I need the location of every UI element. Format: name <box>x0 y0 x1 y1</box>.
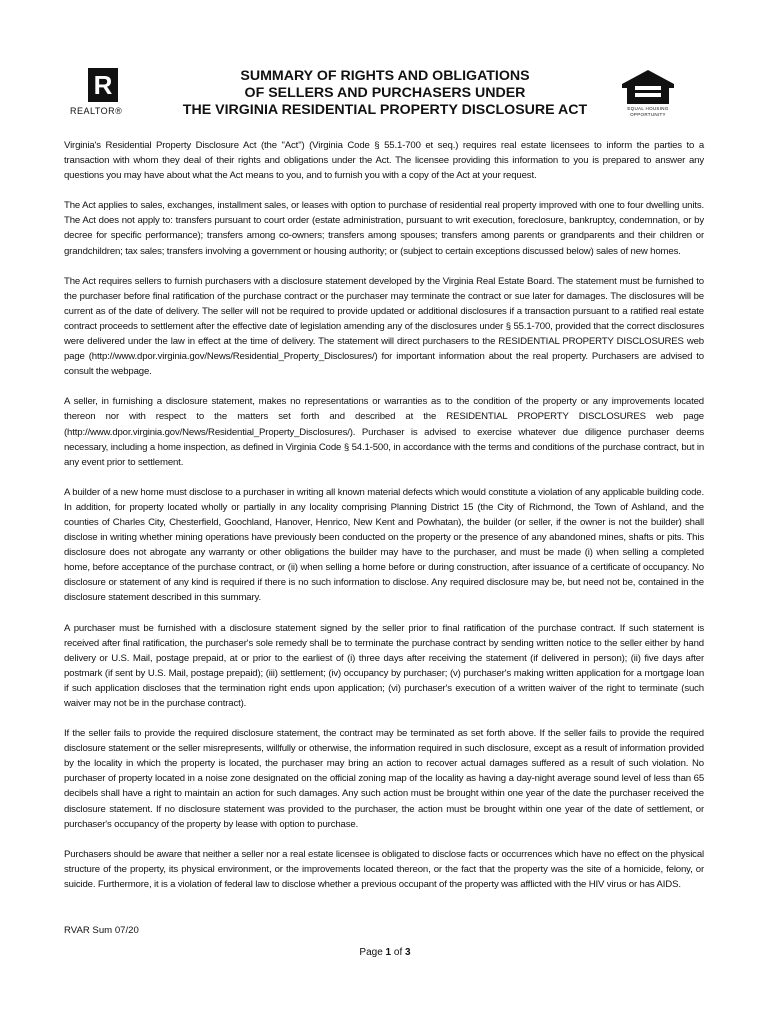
realtor-logo <box>64 66 128 124</box>
paragraph-non-disclosure-facts: Purchasers should be aware that neither a seller nor a real estate licensee is obligated to disclose facts or occurrences which have no effect on the physical structure of the property, its physical environment, or the improvements located thereon, or the fact that the property was the site of a homicide, felony, or suicide. Furthermore, it is a violation of federal law to disclose whether a previous occupant of the property was afflicted with the HIV virus or has AIDS. <box>64 848 704 890</box>
paragraph-seller-requirements: The Act requires sellers to furnish purchasers with a disclosure statement developed by the Virginia Real Estate Board. The statement must be furnished to the purchaser before final ratification of the purchase contract or the purchaser may terminate the contract or sue later for damages. The disclosures will be current as of the date of delivery. The seller will not be required to provide updated or additional disclosures if a transaction pursuant to a ratified real estate contract proceeds to settlement after the effective date of legislation amending any of the disclosures under § 55.1-700, provided that the correct disclosures were delivered under the law in effect at the time of delivery. The statement will direct purchasers to the RESIDENTIAL PROPERTY DISCLOSURES web page (http://www.dpor.virginia.gov/News/Residential_Property_Disclosures/) for important information about the real property. Purchasers are advised to consult the webpage. <box>64 275 704 378</box>
title-line-2: OF SELLERS AND PURCHASERS UNDER <box>244 85 526 101</box>
title-line-3: THE VIRGINIA RESIDENTIAL PROPERTY DISCLOSURE ACT <box>182 102 588 118</box>
paragraph-seller-failure: If the seller fails to provide the required disclosure statement, the contract may be terminated as set forth above. If the seller fails to provide the required disclosure statement or the seller misrepresents, willfully or otherwise, the information required in such disclosure, except as a result of information provided by the locality in which the property is located, the purchaser may bring an action to recover actual damages suffered as a result of such violation. No purchaser of property located in a noise zone designated on the official zoning map of the locality as having a day-night average sound level of less than 65 decibels shall have a right to maintain an action for such damages. Any such action must be brought within one year of the date the purchaser received the disclosure statement. If no disclosure statement was provided to the purchaser, the action must be brought within one year of the date of settlement, or purchaser's occupancy of the property by lease with option to purchase. <box>64 728 704 830</box>
document-title <box>130 68 640 119</box>
eho-line-2: OPPORTUNITY <box>630 111 666 117</box>
equal-housing-text <box>618 106 678 117</box>
page-total: 3 <box>405 947 411 958</box>
equal-housing-logo <box>618 68 678 124</box>
eho-line-1: EQUAL HOUSING <box>627 106 669 111</box>
form-code: RVAR Sum 07/20 <box>64 925 139 936</box>
paragraph-purchaser-remedies: A purchaser must be furnished with a disclosure statement signed by the seller prior to final ratification of the purchase contract. If such statement is received after final ratification, the purchaser's sole remedy shall be to terminate the purchase contract by sending written notice to the seller either by hand delivery or U.S. Mail, postage prepaid, at or prior to the earliest of (i) three days after receiving the statement (if delivered in person); (ii) five days after postmark (if sent by U.S. Mail, postage prepaid); (iii) settlement; (iv) occupancy by purchaser; (v) purchaser's making written application for a mortgage loan if such application discloses that the termination right ends upon application; (vi) purchaser's execution of a written waiver of the right to terminate (such waiver may not be in the purchase contract). <box>64 622 704 709</box>
paragraph-intro: Virginia's Residential Property Disclosure Act (the "Act") (Virginia Code § 55.1-700 et seq.) requires real estate licensees to inform the parties to a transaction with whom they deal of their rights and obligations under the Act. The licensee providing this information to you is prepared to answer any questions you may have about what the Act means to you, and to furnish you with a copy of the Act at your request. <box>64 140 704 182</box>
page-number <box>0 947 770 958</box>
page-current: 1 <box>385 947 392 958</box>
paragraph-new-home-builder: A builder of a new home must disclose to a purchaser in writing all known material defects which would constitute a violation of any applicable building code. In addition, for property located wholly or partially in any locality comprising Planning District 15 (the City of Richmond, the Town of Ashland, and the counties of Charles City, Chesterfield, Goochland, Hanover, Henrico, New Kent and Powhatan), the builder (or seller, if the owner is not the builder) shall disclose in writing whether mining operations have previously been conducted on the property or the presence of any abandoned mines, shafts or pits. This disclosure does not abrogate any warranty or other obligations the builder may have to the purchaser, and must be made (i) when selling a completed home, before acceptance of the purchase contract, or (ii) when selling a home before or during construction, after issuance of a certificate of occupancy. No disclosure or statement of any kind is required if there is no such information to disclose. Any required disclosure may be, but need not be, contained in the disclosure statement described in this summary. <box>64 486 704 604</box>
realtor-r-block <box>88 68 118 102</box>
title-line-1: SUMMARY OF RIGHTS AND OBLIGATIONS <box>240 68 530 84</box>
page-of: of <box>393 947 403 958</box>
paragraph-applicability: The Act applies to sales, exchanges, installment sales, or leases with option to purchase of residential real property improved with one to four dwelling units. The Act does not apply to: transfers pursuant to court order (estate administration, pursuant to writ execution, foreclosure, bankruptcy, condemnation, or by decree for specific performance); transfers among co-owners; transfers among spouses; transfers among parents or grandparents and their children or grandchildren; tax sales; transfers involving a government or housing authority; or (subject to certain exceptions discussed below) sales of new homes. <box>64 200 704 257</box>
page-word: Page <box>359 947 383 958</box>
realtor-wordmark: REALTOR® <box>70 106 123 116</box>
realtor-mark: R <box>93 70 113 100</box>
paragraph-no-warranties: A seller, in furnishing a disclosure statement, makes no representations or warranties as to the condition of the property or any improvements located thereon nor with respect to the matters set forth and described at the RESIDENTIAL PROPERTY DISCLOSURES web page (http://www.dpor.virginia.gov/News/Residential_Property_Disclosures/). Purchaser is advised to exercise whatever due diligence purchaser deems necessary, including a home inspection, as defined in Virginia Code § 54.1-500, in accordance with the terms and conditions of the purchase contract, but in any event prior to settlement. <box>64 396 704 468</box>
house-icon <box>618 68 678 106</box>
document-body <box>64 138 704 907</box>
